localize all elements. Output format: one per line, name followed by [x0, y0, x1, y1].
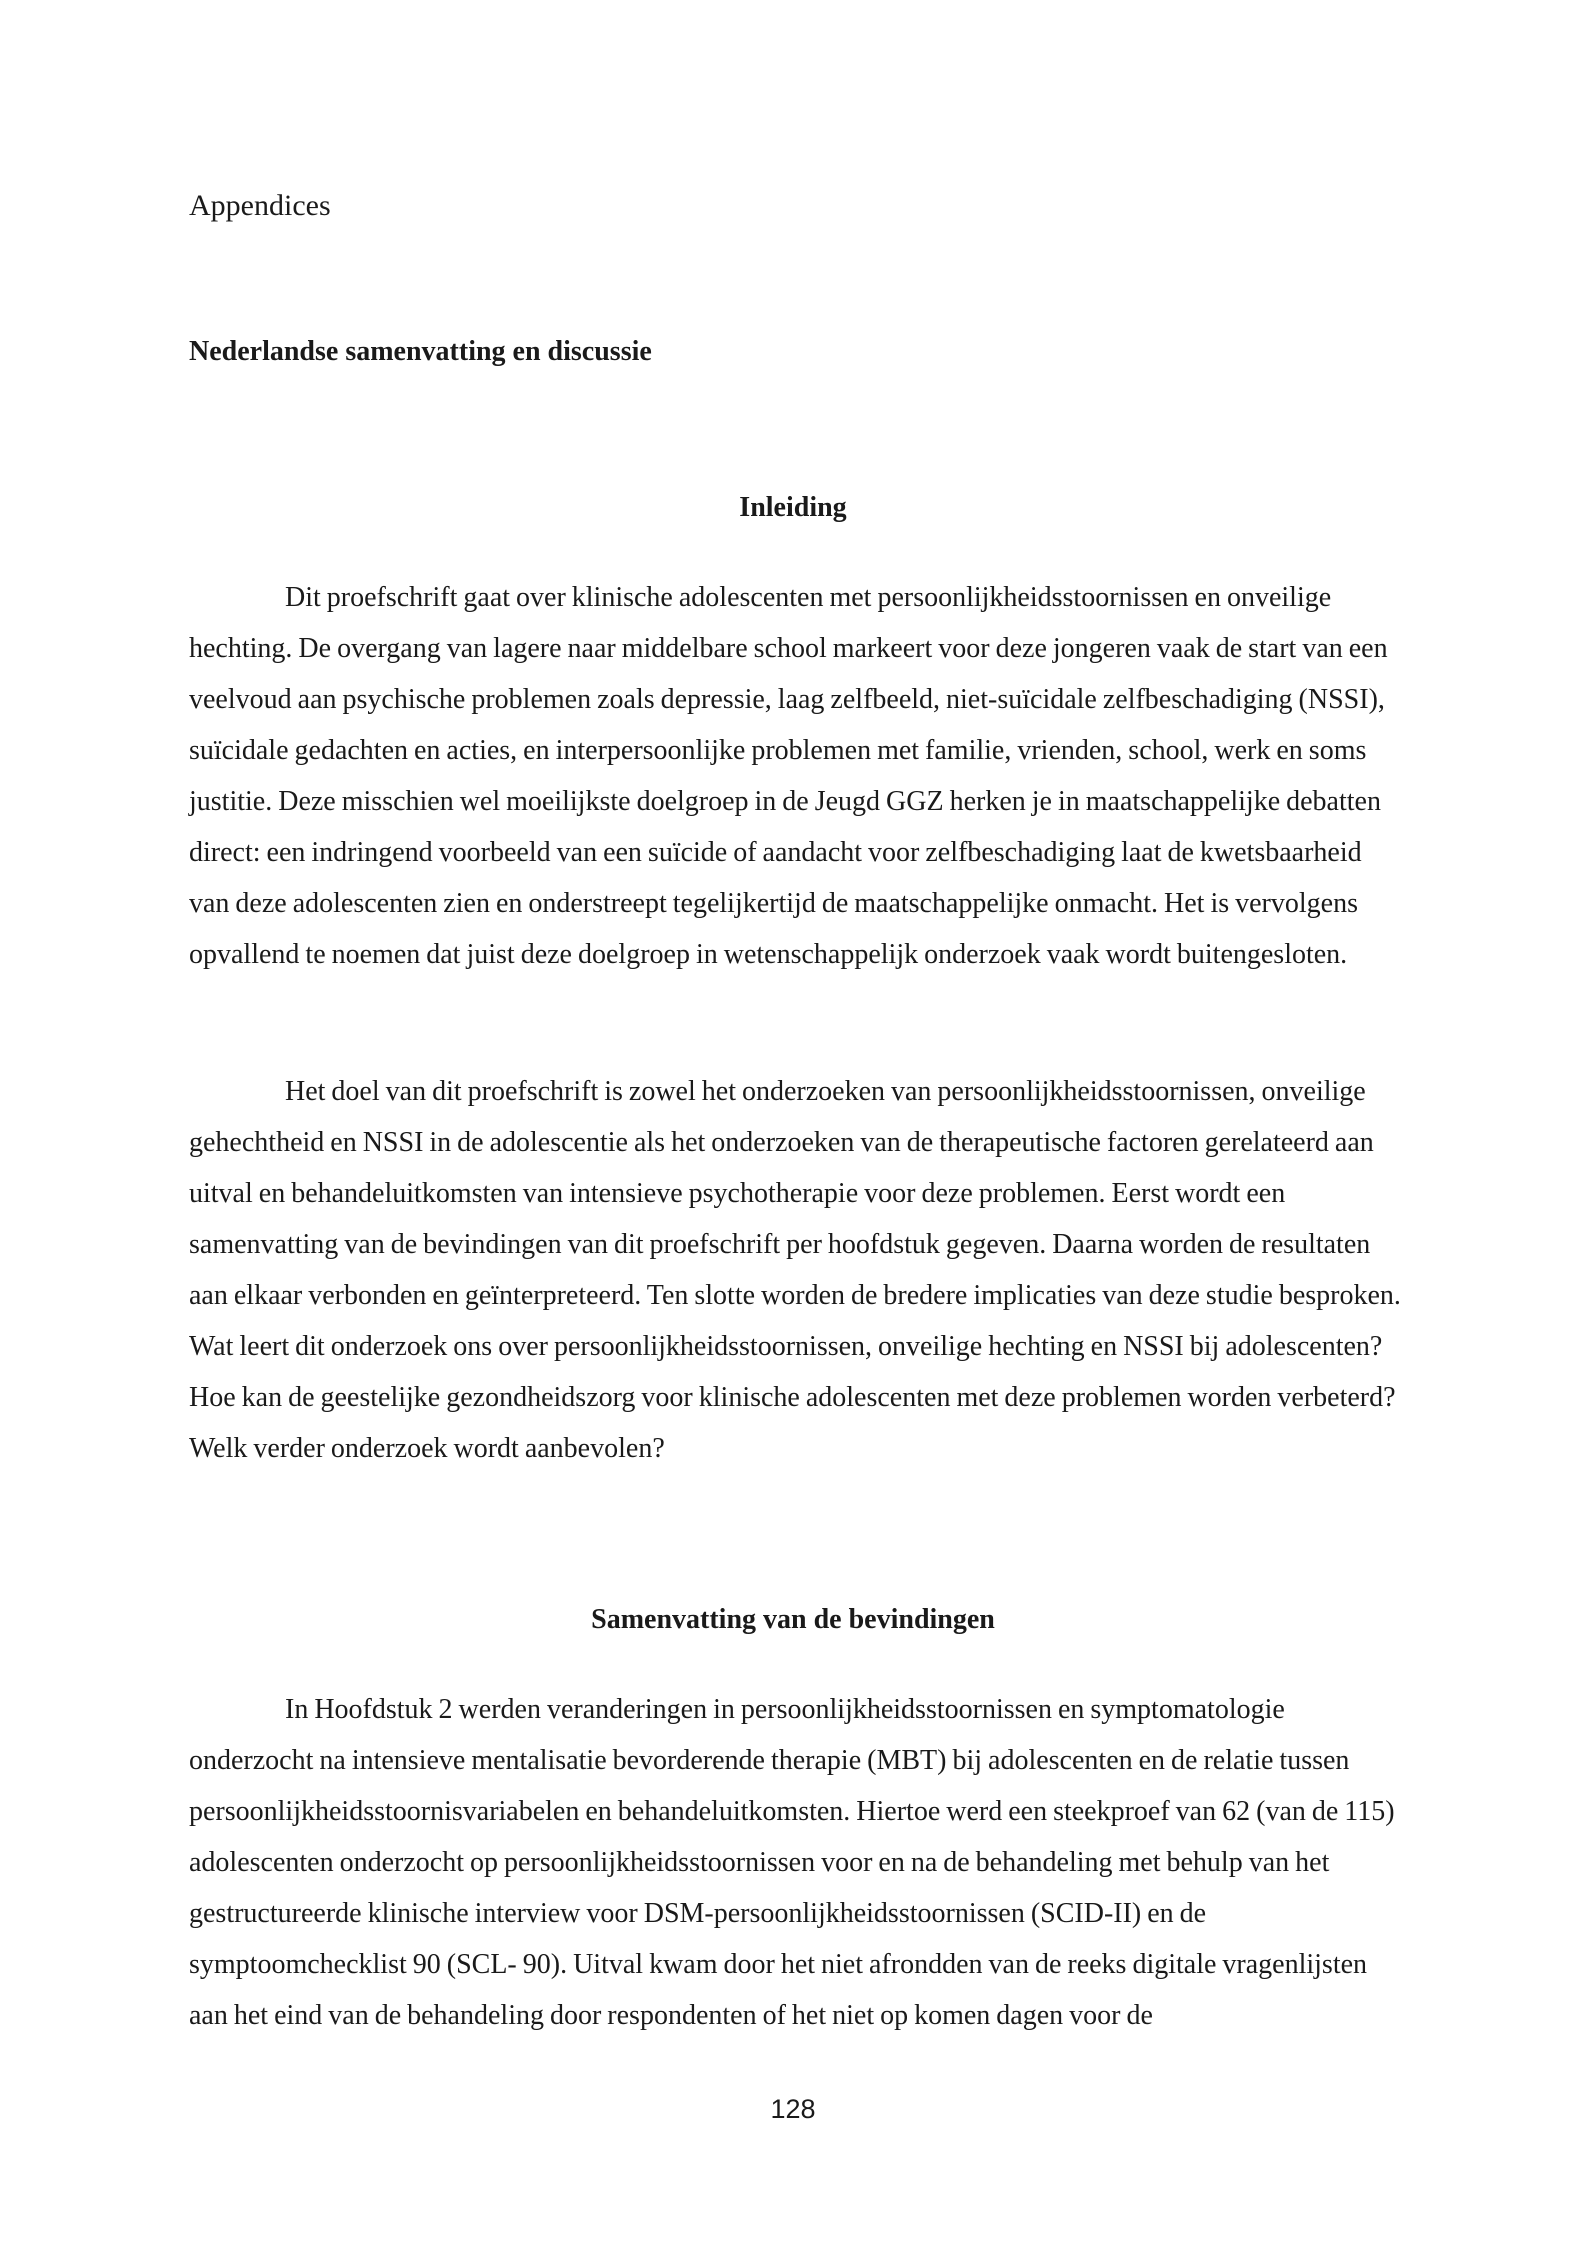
section-heading-samenvatting: Samenvatting van de bevindingen	[591, 1604, 995, 1635]
running-header: Appendices	[189, 189, 331, 222]
paragraph-inleiding-2: Het doel van dit proefschrift is zowel het onderzoeken van persoonlijkheidsstoornissen, onveilige gehechtheid en NSSI in de adolescentie als het onderzoeken van de therapeutische factoren gerelateerd aan uitval en behandeluitkomsten van intensieve psychotherapie voor deze problemen. Eerst wordt een samenvatting van de bevindingen van dit proefschrift per hoofdstuk gegeven. Daarna worden de resultaten aan elkaar verbonden en geïnterpreteerd. Ten slotte worden de bredere implicaties van deze studie besproken. Wat leert dit onderzoek ons over persoonlijkheidsstoornissen, onveilige hechting en NSSI bij adolescenten? Hoe kan de geestelijke gezondheidszorg voor klinische adolescenten met deze problemen worden verbeterd? Welk verder onderzoek wordt aanbevolen?	[189, 1076, 1401, 1464]
chapter-title: Nederlandse samenvatting en discussie	[189, 336, 652, 367]
paragraph-inleiding-1: Dit proefschrift gaat over klinische adolescenten met persoonlijkheidsstoornissen en onveilige hechting. De overgang van lagere naar middelbare school markeert voor deze jongeren vaak de start van een veelvoud aan psychische problemen zoals depressie, laag zelfbeeld, niet-suïcidale zelfbeschadiging (NSSI), suïcidale gedachten en acties, en interpersoonlijke problemen met familie, vrienden, school, werk en soms justitie. Deze misschien wel moeilijkste doelgroep in de Jeugd GGZ herken je in maatschappelijke debatten direct: een indringend voorbeeld van een suïcide of aandacht voor zelfbeschadiging laat de kwetsbaarheid van deze adolescenten zien en onderstreept tegelijkertijd de maatschappelijke onmacht. Het is vervolgens opvallend te noemen dat juist deze doelgroep in wetenschappelijk onderzoek vaak wordt buitengesloten.	[189, 582, 1388, 970]
page-number: 128	[770, 2094, 816, 2124]
paragraph-samenvatting-1: In Hoofdstuk 2 werden veranderingen in persoonlijkheidsstoornissen en symptomatologie onderzocht na intensieve mentalisatie bevorderende therapie (MBT) bij adolescenten en de relatie tussen persoonlijkheidsstoornisvariabelen en behandeluitkomsten. Hiertoe werd een steekproef van 62 (van de 115) adolescenten onderzocht op persoonlijkheidsstoornissen voor en na de behandeling met behulp van het gestructureerde klinische interview voor DSM-persoonlijkheidsstoornissen (SCID-II) en de symptoomchecklist 90 (SCL- 90). Uitval kwam door het niet afrondden van de reeks digitale vragenlijsten aan het eind van de behandeling door respondenten of het niet op komen dagen voor de	[189, 1694, 1395, 2031]
section-heading-inleiding: Inleiding	[739, 492, 847, 523]
